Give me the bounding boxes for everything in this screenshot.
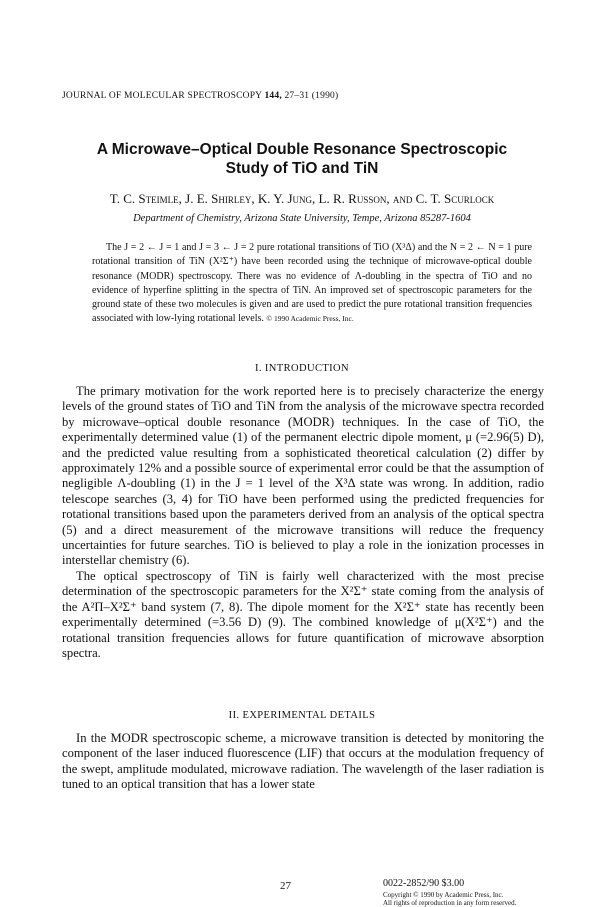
experimental-paragraph-1: In the MODR spectroscopic scheme, a microwave transition is detected by monitoring the component of the laser induced fluorescence (LIF) that occurs at the modulation frequency of the swept, amplitude modulated, microwave radiation. The wavelength of the laser radiation is tuned to an optical transition that has a lower state <box>62 731 544 792</box>
section-heading-introduction: I. INTRODUCTION <box>254 363 350 374</box>
title-line-2: Study of TiO and TiN <box>225 160 379 177</box>
abstract-copyright: © 1990 Academic Press, Inc. <box>266 314 354 324</box>
author-list: T. C. Steimle, J. E. Shirley, K. Y. Jung, L. R. Russon, and C. T. Scurlock <box>109 191 495 206</box>
title-line-1: A Microwave–Optical Double Resonance Spectroscopic <box>96 141 508 158</box>
journal-name: JOURNAL OF MOLECULAR SPECTROSCOPY <box>62 91 262 101</box>
running-head <box>62 91 338 101</box>
section-heading-experimental: II. EXPERIMENTAL DETAILS <box>228 710 376 721</box>
issn-price: 0022-2852/90 $3.00 <box>383 878 465 889</box>
volume-number: 144, <box>264 91 282 101</box>
introduction-body <box>62 384 544 661</box>
experimental-body <box>62 731 544 793</box>
footer-copyright: Copyright © 1990 by Academic Press, Inc. <box>383 891 504 899</box>
abstract-text: The J = 2 ← J = 1 and J = 3 ← J = 2 pure rotational transitions of TiO (X³Δ) and the N = 2 ← N = 1 pure rotational transition of TiN (X²Σ⁺) have been recorded using the technique of microwave-optical double resonance (MODR) spectroscopy. There was no evidence of Λ-doubling in the spectra of TiO and no evidence of hyperfine splitting in the spectra of TiN. An improved set of spectroscopic parameters for the ground state of these two molecules is given and are used to predict the pure rotational transition frequencies associated with low-lying rotational levels. <box>92 242 532 325</box>
abstract <box>92 241 532 327</box>
introduction-paragraph-1: The primary motivation for the work reported here is to precisely characterize the energy levels of the ground states of TiO and TiN from the analysis of the microwave spectra recorded by microwave–optical double resonance (MODR) techniques. In the case of TiO, the experimentally determined value (1) of the permanent electric dipole moment, μ (=2.96(5) D), and the predicted value resulting from a sophisticated theoretical calculation (2) differ by approximately 12% and a possible source of experimental error could be that the assumption of negligible Λ-doubling (1) in the J = 1 level of the X³Δ state was wrong. In addition, radio telescope searches (3, 4) for TiO have been performed using the predicted frequencies for rotational transitions based upon the parameters derived from an analysis of the optical spectra (5) and a direct measurement of the microwave transitions will reduce the frequency uncertainties for future searches. TiO is believed to play a role in the ionization processes in interstellar chemistry (6). <box>62 384 544 568</box>
paper-title <box>0 140 604 178</box>
pages-year: 27–31 (1990) <box>284 91 339 101</box>
footer-rights: All rights of reproduction in any form reserved. <box>383 899 517 907</box>
affiliation: Department of Chemistry, Arizona State University, Tempe, Arizona 85287-1604 <box>133 213 471 224</box>
page-number: 27 <box>280 880 291 892</box>
introduction-paragraph-2: The optical spectroscopy of TiN is fairly well characterized with the most precise determination of the spectroscopic parameters for the X²Σ⁺ state coming from the analysis of the A²Π–X²Σ⁺ band system (7, 8). The dipole moment for the X²Σ⁺ state has recently been experimentally determined (=3.56 D) (9). The combined knowledge of μ(X²Σ⁺) and the rotational transition frequencies allows for future quantification of microwave absorption spectra. <box>62 568 544 660</box>
